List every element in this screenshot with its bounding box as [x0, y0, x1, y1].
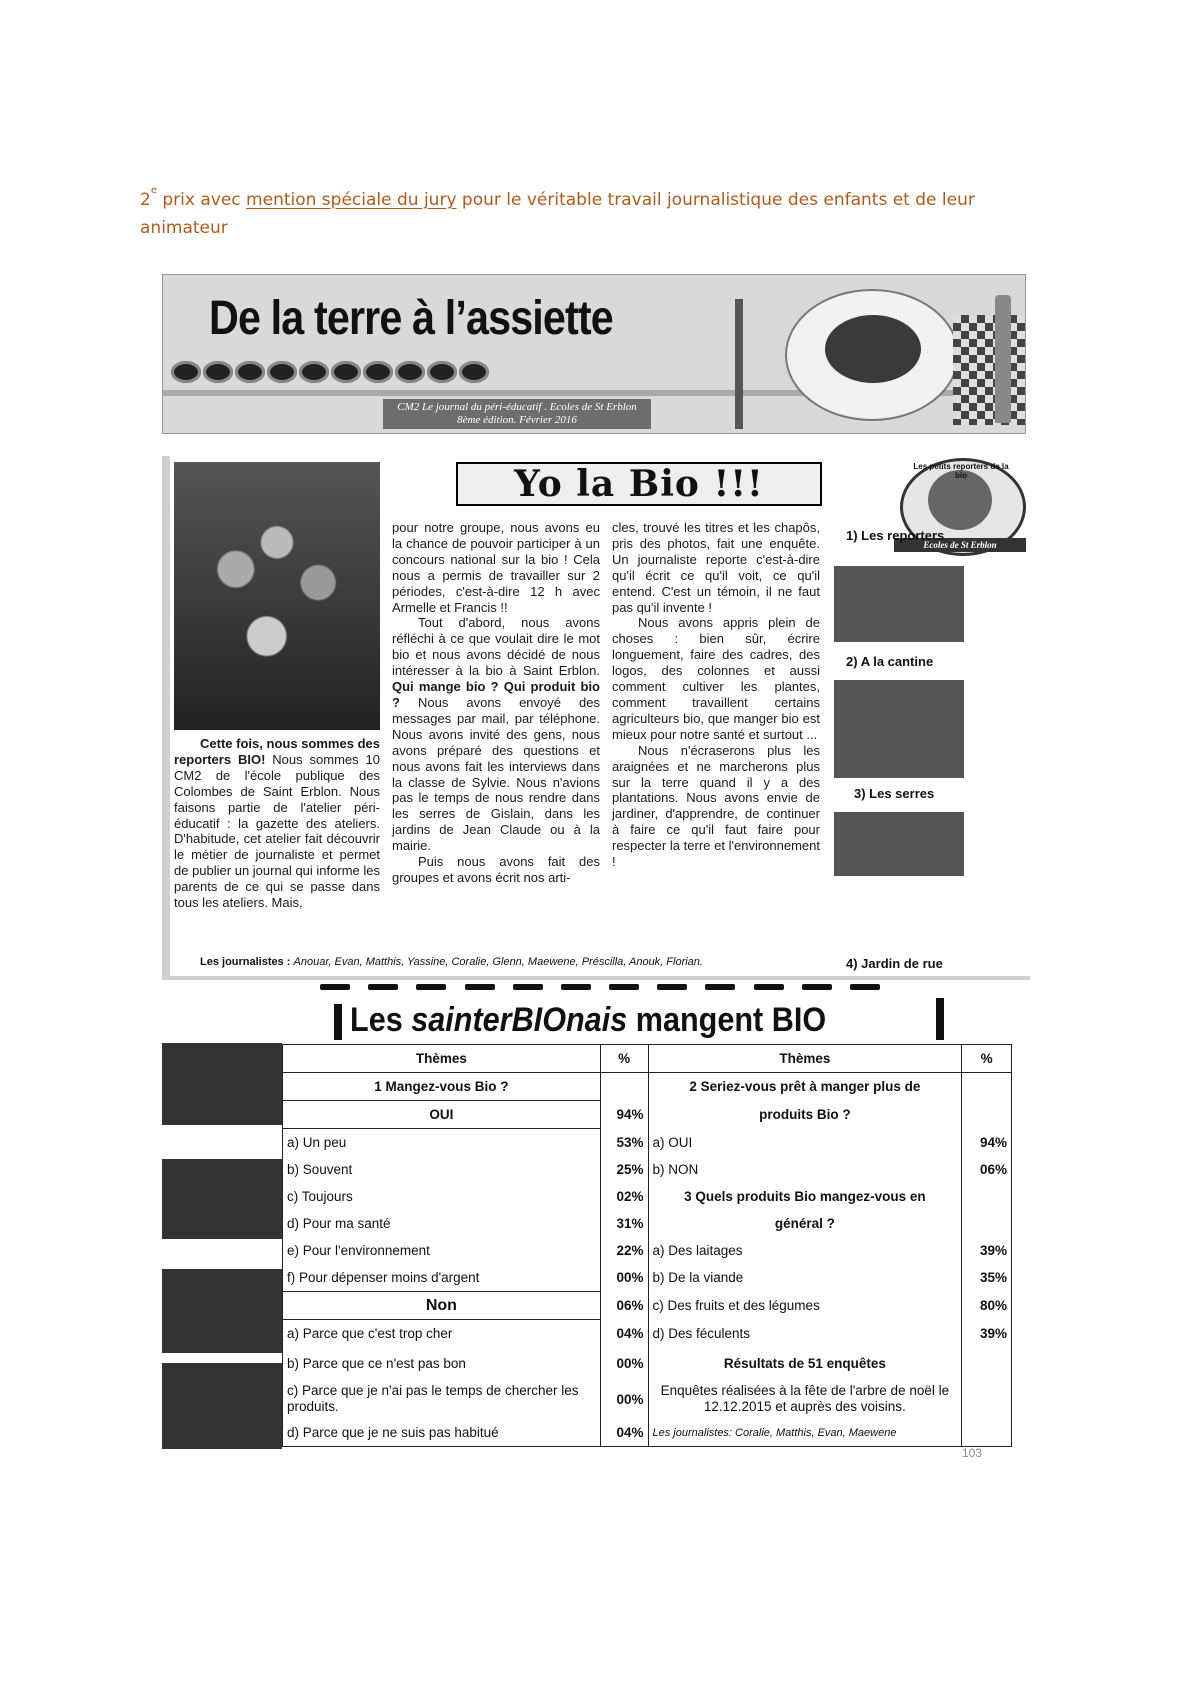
- beetle-icon: [299, 361, 329, 383]
- table-row: [283, 1379, 1012, 1419]
- survey-photo-2: [162, 1159, 282, 1239]
- survey-title-italic: sainterBIOnais: [411, 1001, 628, 1039]
- dotted-divider: [320, 984, 880, 994]
- divider-dot: [368, 984, 398, 990]
- survey-photo-3: [162, 1269, 282, 1353]
- table-row: [283, 1129, 1012, 1157]
- banner-subtitle-line2: 8ème édition. Février 2016: [457, 414, 577, 426]
- caption-text-1: prix avec: [156, 190, 247, 210]
- divider-dot: [802, 984, 832, 990]
- table-row: [283, 1292, 1012, 1320]
- side-photo-reporters: [834, 566, 964, 642]
- q3-option-b-pct: 35%: [962, 1264, 1012, 1292]
- reporters-group-photo: [174, 462, 380, 730]
- article-journalists: [200, 956, 703, 968]
- fork-icon: [735, 299, 743, 429]
- caption-rank: 2: [140, 190, 151, 210]
- q1-option-a: a) Un peu: [283, 1129, 601, 1157]
- q3-option-b: b) De la viande: [648, 1264, 962, 1292]
- article-col2-p2c: Nous avons envoyé des messages par mail, par téléphone. Nous avons invité des gens, nous avons préparé des questions et nous avons fait les interviews dans la classe de Sylvie. Nous n'avions pas le temps de nous rendre dans les serres de Gislain, dans les jardins de Jean Claude ou à la mairie.: [392, 694, 600, 854]
- divider-dot: [754, 984, 784, 990]
- table-row: [283, 1237, 1012, 1264]
- survey-title: [350, 998, 863, 1042]
- q1-option-b-pct: 25%: [600, 1156, 648, 1183]
- newspaper-title: De la terre à l’assiette: [209, 292, 613, 345]
- survey-method: Enquêtes réalisées à la fête de l'arbre de noël le 12.12.2015 et auprès des voisins.: [648, 1379, 962, 1419]
- header-themes-right: Thèmes: [648, 1045, 962, 1073]
- table-row: [283, 1156, 1012, 1183]
- title-bracket-right: [936, 998, 944, 1040]
- caption-text-2: pour le véritable travail journalistique des enfants et de leur animateur: [140, 190, 975, 238]
- award-caption: [140, 186, 1040, 242]
- caption-underlined: mention spéciale du jury: [246, 190, 457, 210]
- survey-photo-1: [162, 1043, 282, 1125]
- side-caption-serres: 3) Les serres: [854, 786, 935, 801]
- article-col2-p3: Puis nous avons fait des groupes et avons écrit nos arti-: [392, 854, 600, 885]
- beetle-icon: [171, 361, 201, 383]
- divider-dot: [850, 984, 880, 990]
- side-caption-cantine: 2) A la cantine: [846, 654, 934, 669]
- article-column-2: [392, 520, 600, 886]
- divider-dot: [513, 984, 543, 990]
- q2-option-a-pct: 94%: [962, 1129, 1012, 1157]
- side-caption-jardin: 4) Jardin de rue: [846, 956, 943, 971]
- article-column-3: [612, 520, 820, 870]
- article-col1-text: Nous sommes 10 CM2 de l'école publique des Colombes de Saint Erblon. Nous faisons partie de l'atelier péri-éducatif : la gazette des ateliers. D'habitude, cet atelier fait découvrir le métier de journaliste et permet de publier un journal qui informe les parents de ce qui se passe dans tous les ateliers. Mais,: [174, 751, 380, 911]
- q1-option-a-pct: 53%: [600, 1129, 648, 1157]
- q1-option-f: f) Pour dépenser moins d'argent: [283, 1264, 601, 1292]
- survey-title-suffix: mangent BIO: [627, 1001, 827, 1039]
- divider-dot: [657, 984, 687, 990]
- divider-dot: [609, 984, 639, 990]
- non-option-a-pct: 04%: [600, 1320, 648, 1348]
- survey-title-prefix: Les: [350, 1001, 412, 1039]
- q1-option-d-pct: 31%: [600, 1210, 648, 1237]
- q1-option-f-pct: 00%: [600, 1264, 648, 1292]
- knife-icon: [995, 295, 1011, 423]
- article-col2-p2a: Tout d'abord, nous avons réfléchi à ce que voulait dire le mot bio et nous avons décidé de nous intéresser à la bio à Saint Erblon.: [392, 615, 600, 679]
- answer-oui-pct: 94%: [600, 1101, 648, 1129]
- non-option-c: c) Parce que je n'ai pas le temps de chercher les produits.: [283, 1379, 601, 1419]
- article-col3-p3: Nous n'écraserons plus les araignées et ne marcherons plus sur la terre quand il y a des plantations. Nous avons envie de jardiner, d'apprendre, de continuer à faire ce qu'il faut faire pour respecter la terre et l'environnement !: [612, 742, 820, 870]
- non-option-d: d) Parce que je ne suis pas habitué: [283, 1419, 601, 1447]
- non-option-c-pct: 00%: [600, 1379, 648, 1419]
- article-col3-p2: Nous avons appris plein de choses : bien sûr, écrire longuement, faire des cadres, des logos, des colonnes et aussi comment cultiver les plantes, comment travaillent certains agriculteurs bio, que manger bio est mieux pour notre santé et surtout ...: [612, 615, 820, 742]
- question-3-line2: général ?: [648, 1210, 962, 1237]
- table-row: [283, 1264, 1012, 1292]
- logo-ring-text: Les petits reporters de la bio: [913, 462, 1009, 480]
- answer-oui: OUI: [283, 1101, 601, 1129]
- beetle-icon: [203, 361, 233, 383]
- table-row: [283, 1210, 1012, 1237]
- q2-option-b-pct: 06%: [962, 1156, 1012, 1183]
- q2-option-b: b) NON: [648, 1156, 962, 1183]
- non-option-a: a) Parce que c'est trop cher: [283, 1320, 601, 1348]
- side-photo-cantine: [834, 680, 964, 778]
- question-3-line1: 3 Quels produits Bio mangez-vous en: [648, 1183, 962, 1210]
- table-header-row: [283, 1045, 1012, 1073]
- napkin-pattern: [953, 315, 1025, 425]
- beetle-icon: [235, 361, 265, 383]
- beetle-icon: [331, 361, 361, 383]
- survey-photo-4: [162, 1363, 282, 1449]
- beetles-decoration: [171, 361, 521, 391]
- table-row: [283, 1073, 1012, 1101]
- q1-option-c: c) Toujours: [283, 1183, 601, 1210]
- banner-subtitle-line1: CM2 Le journal du péri-éducatif . Ecoles de St Erblon: [397, 401, 637, 413]
- beetle-icon: [427, 361, 457, 383]
- beetle-icon: [459, 361, 489, 383]
- banner-subtitle: [383, 399, 651, 429]
- logo-school-text: Ecoles de St Erblon: [894, 538, 1026, 552]
- page-number: 103: [962, 1446, 983, 1460]
- survey-photos: [162, 1043, 282, 1455]
- survey-table: [282, 1044, 1012, 1447]
- divider-dot: [705, 984, 735, 990]
- divider-dot: [465, 984, 495, 990]
- divider-dot: [320, 984, 350, 990]
- question-1: 1 Mangez-vous Bio ?: [283, 1073, 601, 1101]
- table-row: [283, 1101, 1012, 1129]
- survey-results: Résultats de 51 enquêtes: [648, 1347, 962, 1379]
- table-row: [283, 1183, 1012, 1210]
- q2-option-a: a) OUI: [648, 1129, 962, 1157]
- q3-option-a-pct: 39%: [962, 1237, 1012, 1264]
- survey-journalists: Les journalistes: Coralie, Matthis, Evan, Maewene: [648, 1419, 962, 1447]
- q3-option-a: a) Des laitages: [648, 1237, 962, 1264]
- non-option-b: b) Parce que ce n'est pas bon: [283, 1347, 601, 1379]
- journalists-label: Les journalistes :: [200, 956, 294, 968]
- question-2-line1: 2 Seriez-vous prêt à manger plus de: [648, 1073, 962, 1101]
- beetle-icon: [267, 361, 297, 383]
- header-pct-left: %: [600, 1045, 648, 1073]
- answer-non-pct: 06%: [600, 1292, 648, 1320]
- article-column-1: [174, 736, 380, 911]
- article-col2-p1: pour notre groupe, nous avons eu la chance de pouvoir participer à un concours national sur la bio ! Cela nous a permis de travailler sur 2 périodes, c'est-à-dire 12 h avec Armelle et Francis !!: [392, 520, 600, 615]
- article-col3-p1: cles, trouvé les titres et les chapôs, pris des photos, fait une enquête. Un journaliste reporte c'est-à-dire qu'il écrit ce qu'il voit, ce qu'il entend. C'est un témoin, il ne faut pas qu'il invente !: [612, 520, 820, 615]
- food-image: [825, 315, 921, 383]
- beetle-icon: [363, 361, 393, 383]
- article-headline: Yo la Bio !!!: [456, 462, 822, 506]
- table-row: [283, 1419, 1012, 1447]
- table-row: [283, 1320, 1012, 1348]
- caption-sup: e: [150, 185, 157, 196]
- q1-option-e-pct: 22%: [600, 1237, 648, 1264]
- q3-option-d: d) Des féculents: [648, 1320, 962, 1348]
- question-2-line2: produits Bio ?: [648, 1101, 962, 1129]
- side-photo-serres: [834, 812, 964, 876]
- article-lead: Cette fois, nous sommes des reporters BIO!: [174, 736, 380, 767]
- q3-option-c-pct: 80%: [962, 1292, 1012, 1320]
- q3-option-d-pct: 39%: [962, 1320, 1012, 1348]
- divider-dot: [416, 984, 446, 990]
- q1-option-b: b) Souvent: [283, 1156, 601, 1183]
- q1-option-c-pct: 02%: [600, 1183, 648, 1210]
- non-option-b-pct: 00%: [600, 1347, 648, 1379]
- non-option-d-pct: 04%: [600, 1419, 648, 1447]
- header-pct-right: %: [962, 1045, 1012, 1073]
- q1-option-d: d) Pour ma santé: [283, 1210, 601, 1237]
- article-yo-la-bio: [162, 456, 1030, 980]
- newspaper-banner: [162, 274, 1026, 434]
- header-themes-left: Thèmes: [283, 1045, 601, 1073]
- article-col2-question: Qui mange bio ? Qui produit bio ?: [392, 679, 600, 710]
- side-caption-reporters: 1) Les reporters: [846, 528, 945, 543]
- beetle-icon: [395, 361, 425, 383]
- answer-non: Non: [283, 1292, 601, 1320]
- divider-dot: [561, 984, 591, 990]
- journalists-names: Anouar, Evan, Matthis, Yassine, Coralie, Glenn, Maewene, Préscilla, Anouk, Florian.: [293, 956, 703, 968]
- title-bracket-left: [334, 1004, 342, 1040]
- q1-option-e: e) Pour l'environnement: [283, 1237, 601, 1264]
- table-row: [283, 1347, 1012, 1379]
- q3-option-c: c) Des fruits et des légumes: [648, 1292, 962, 1320]
